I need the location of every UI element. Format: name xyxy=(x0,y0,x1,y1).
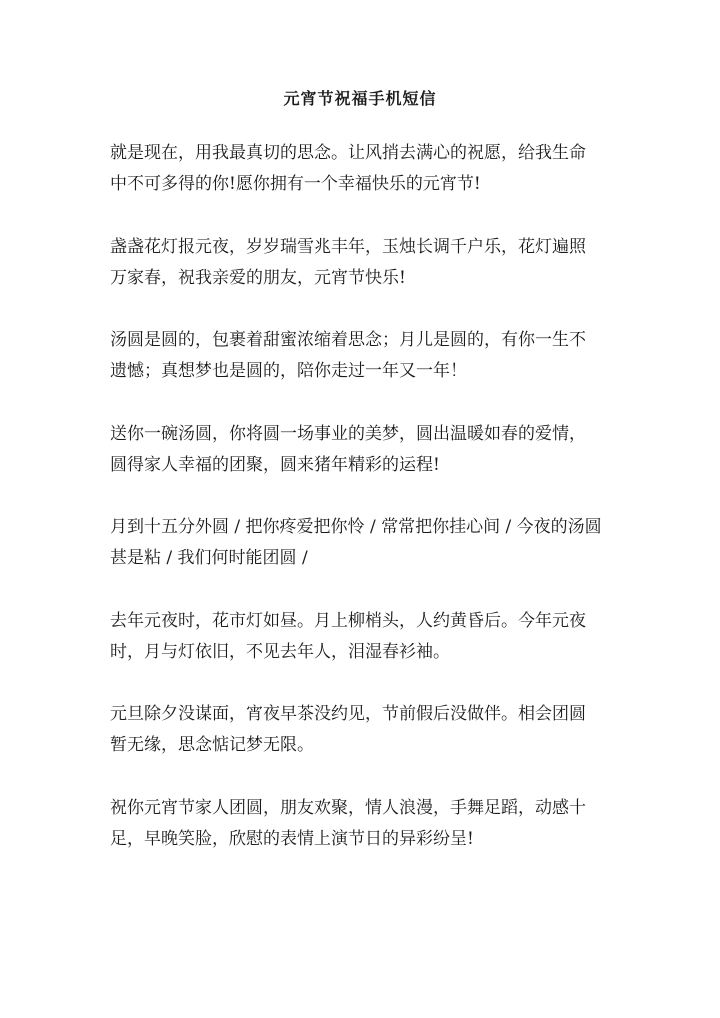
paragraph-5: 月到十五分外圆 / 把你疼爱把你怜 / 常常把你挂心间 / 今夜的汤圆甚是粘 / 我们何时能团圆 / xyxy=(110,517,602,568)
paragraph-7: 元旦除夕没谋面，宵夜早茶没约见，节前假后没做伴。相会团圆暂无缘，思念惦记梦无限。 xyxy=(110,704,586,755)
paragraph-2: 盏盏花灯报元夜，岁岁瑞雪兆丰年，玉烛长调千户乐，花灯遍照万家春，祝我亲爱的朋友，元宵节快乐! xyxy=(110,236,586,288)
paragraph-6: 去年元夜时，花市灯如昼。月上柳梢头，人约黄昏后。今年元夜时，月与灯依旧，不见去年人，泪湿春衫袖。 xyxy=(110,610,586,662)
paragraph-1: 就是现在，用我最真切的思念。让风捎去满心的祝愿，给我生命中不可多得的你!愿你拥有一个幸福快乐的元宵节! xyxy=(110,143,586,194)
paragraph-4: 送你一碗汤圆，你将圆一场事业的美梦，圆出温暖如春的爱情，圆得家人幸福的团聚，圆来猪年精彩的运程! xyxy=(110,423,586,475)
document-body xyxy=(110,138,602,886)
paragraph-8: 祝你元宵节家人团圆，朋友欢聚，情人浪漫，手舞足蹈，动感十足，早晚笑脸，欣慰的表情上演节日的异彩纷呈! xyxy=(110,797,586,849)
document-title: 元宵节祝福手机短信 xyxy=(283,89,437,108)
paragraph-3: 汤圆是圆的，包裹着甜蜜浓缩着思念；月儿是圆的，有你一生不遗憾；真想梦也是圆的，陪你走过一年又一年！ xyxy=(110,330,586,381)
